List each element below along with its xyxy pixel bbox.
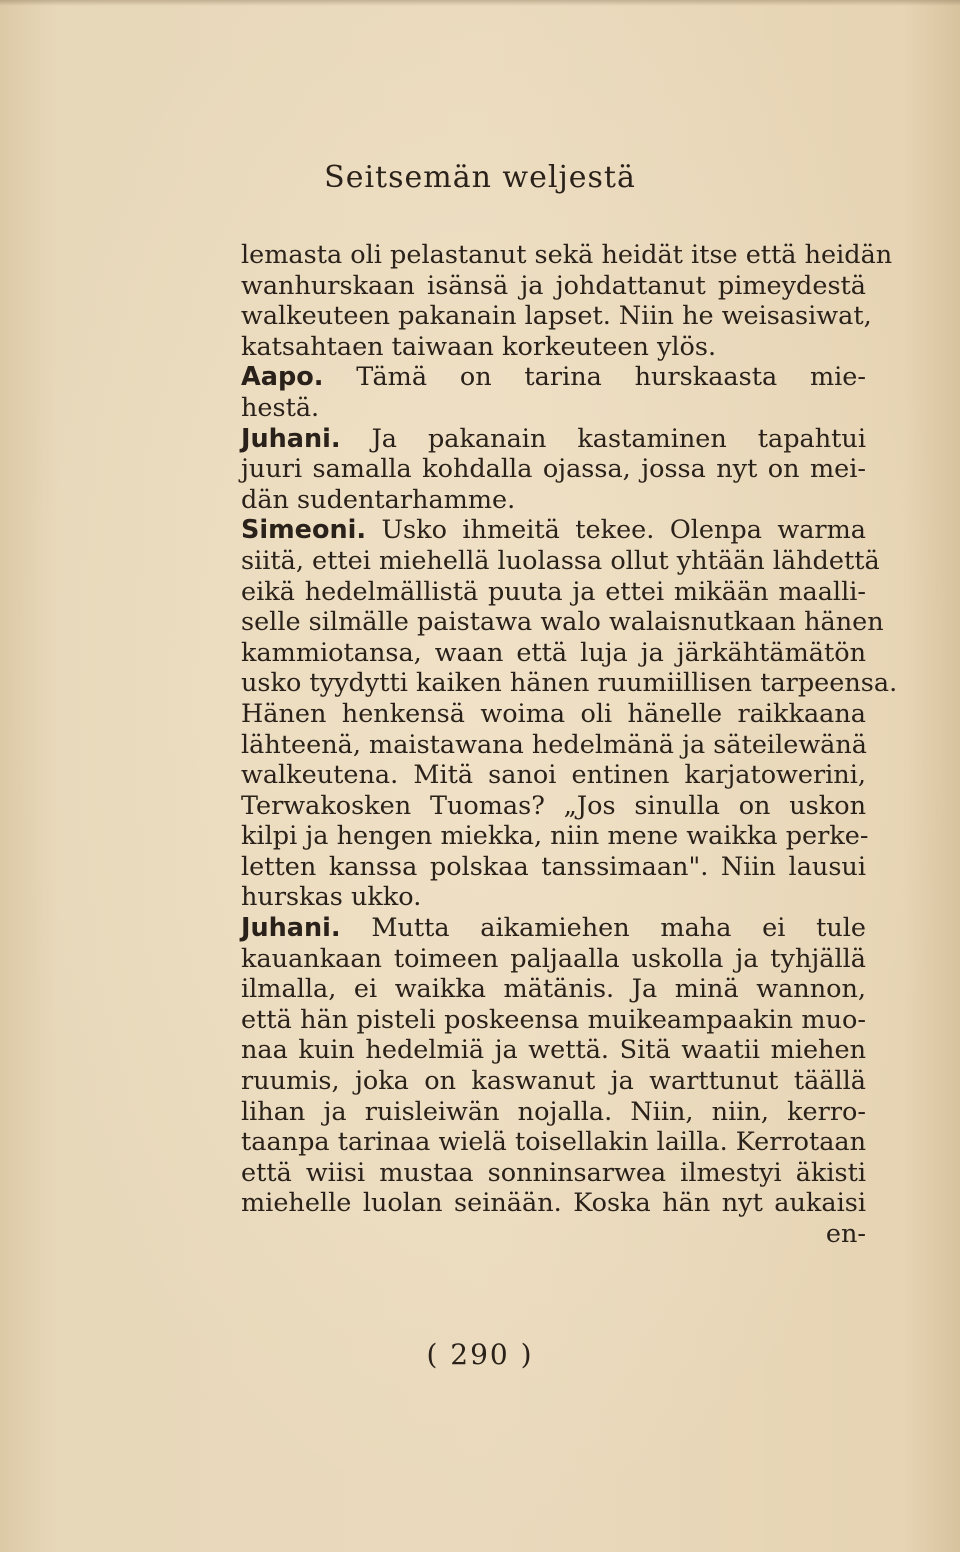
text-line — [241, 638, 866, 669]
speaker-name: Juhani. — [241, 913, 341, 944]
line-text: Terwakosken Tuomas? „Jos sinulla on uskon — [241, 790, 866, 821]
line-text: ruumis, joka on kaswanut ja warttunut täällä — [241, 1066, 866, 1097]
line-text: kammiotansa, waan että luja ja järkähtämätön — [241, 637, 866, 668]
line-text: ilmalla, ei waikka mätänis. Ja minä wannon, — [241, 974, 866, 1005]
line-text: en- — [825, 1219, 866, 1249]
text-line — [241, 1097, 866, 1128]
text-line — [241, 882, 866, 913]
speaker-name: Simeoni. — [241, 515, 367, 546]
text-line — [241, 1188, 866, 1219]
line-text: eikä hedelmällistä puuta ja ettei mikään maalli- — [241, 576, 866, 607]
line-text: walkeuteen pakanain lapset. Niin he weisasiwat, — [241, 301, 872, 332]
line-text: hurskas ukko. — [241, 882, 422, 913]
text-line — [241, 791, 866, 822]
line-text: Ja pakanain kastaminen tapahtui — [371, 423, 866, 454]
line-text: walkeutena. Mitä sanoi entinen karjatowerini, — [241, 760, 866, 791]
line-text: Hänen henkensä woima oli hänelle raikkaana — [241, 698, 866, 729]
line-text: Mutta aikamiehen maha ei tule — [371, 913, 867, 944]
text-line — [241, 944, 866, 975]
text-line — [241, 577, 866, 608]
speaker-name: Aapo. — [241, 362, 324, 393]
line-text: lihan ja ruisleiwän nojalla. Niin, niin, kerro- — [241, 1096, 866, 1127]
text-line — [241, 393, 866, 424]
text-line — [241, 545, 880, 577]
text-line — [241, 1005, 866, 1036]
line-text: että hän pisteli poskeensa muikeampaakin muo- — [241, 1004, 866, 1035]
text-line — [241, 332, 866, 363]
line-text: hestä. — [241, 392, 320, 423]
page-top-edge — [0, 0, 960, 6]
text-line — [241, 1219, 866, 1250]
line-text: dän sudentarhamme. — [241, 484, 516, 515]
text-line — [241, 424, 866, 455]
text-line — [241, 1066, 866, 1097]
text-line — [241, 607, 884, 638]
text-line — [241, 760, 866, 791]
text-line — [241, 730, 866, 761]
text-line — [241, 485, 866, 516]
line-text: kauankaan toimeen paljaalla uskolla ja tyhjällä — [241, 943, 866, 974]
line-text: wanhurskaan isänsä ja johdattanut pimeydestä — [241, 270, 866, 301]
line-text: taanpa tarinaa wielä toisellakin lailla. Kerrotaan — [241, 1127, 867, 1158]
text-line — [241, 362, 866, 393]
text-line — [241, 454, 866, 485]
text-line — [241, 821, 869, 852]
text-line — [241, 301, 872, 332]
text-line — [241, 1127, 866, 1158]
line-text: lemasta oli pelastanut sekä heidät itse että heidän — [241, 240, 893, 270]
line-text: Tämä on tarina hurskaasta mie- — [356, 362, 866, 393]
text-line — [241, 974, 866, 1005]
body-text — [241, 240, 898, 1250]
text-line — [241, 852, 866, 883]
line-text: usko tyydytti kaiken hänen ruumiillisen tarpeensa. — [241, 668, 898, 699]
text-line — [241, 1158, 866, 1189]
line-text: kilpi ja hengen miekka, niin mene waikka perke- — [241, 821, 869, 852]
line-text: Usko ihmeitä tekee. Olenpa warma — [381, 515, 866, 546]
text-line — [241, 240, 893, 271]
page-number: ( 290 ) — [426, 1338, 534, 1371]
line-text: selle silmälle paistawa walo walaisnutkaan hänen — [241, 607, 884, 638]
text-line — [241, 913, 866, 944]
line-text: miehelle luolan seinään. Koska hän nyt aukaisi — [241, 1188, 866, 1219]
line-text: lähteenä, maistawana hedelmänä ja säteilewänä — [241, 729, 867, 760]
text-line — [241, 271, 866, 302]
running-head: Seitsemän weljestä — [324, 160, 636, 195]
line-text: katsahtaen taiwaan korkeuteen ylös. — [241, 331, 717, 362]
line-text: juuri samalla kohdalla ojassa, jossa nyt on mei- — [241, 454, 866, 485]
text-line — [241, 668, 898, 699]
speaker-name: Juhani. — [241, 423, 341, 454]
text-line — [241, 515, 866, 546]
text-line — [241, 1035, 866, 1066]
line-text: että wiisi mustaa sonninsarwea ilmestyi äkisti — [241, 1157, 866, 1188]
text-line — [241, 699, 866, 730]
line-text: letten kanssa polskaa tanssimaan". Niin lausui — [241, 851, 866, 882]
line-text: naa kuin hedelmiä ja wettä. Sitä waatii miehen — [241, 1035, 866, 1066]
line-text: siitä, ettei miehellä luolassa ollut yhtään lähdettä — [241, 545, 880, 576]
